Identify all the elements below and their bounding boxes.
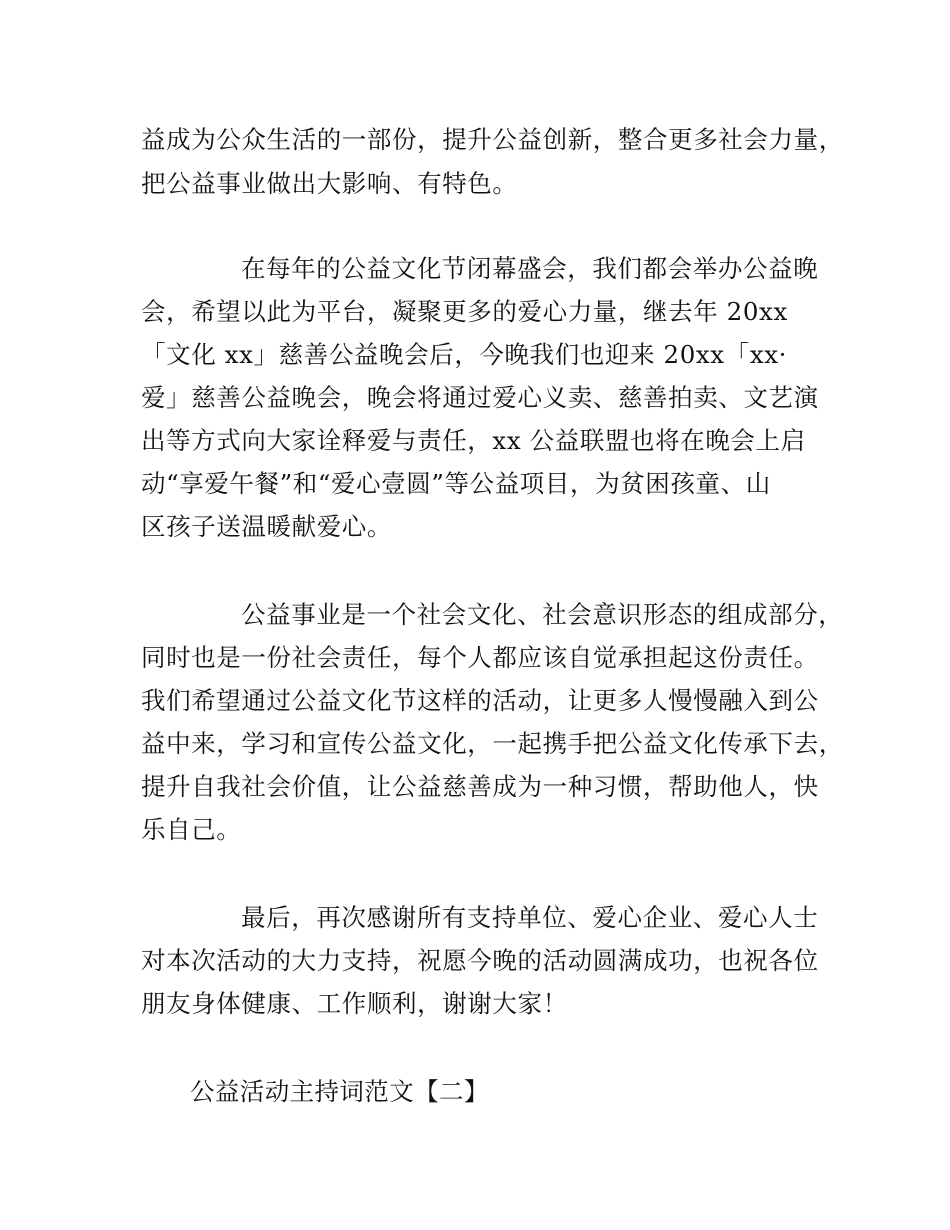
paragraph-3-line-3: 我们希望通过公益文化节这样的活动，让更多人慢慢融入到公 (141, 686, 819, 715)
paragraph-2-line-1: 在每年的公益文化节闭幕盛会，我们都会举办公益晚 (241, 254, 819, 283)
section-heading: 公益活动主持词范文【二】 (190, 1077, 489, 1106)
paragraph-3-line-4: 益中来，学习和宣传公益文化，一起携手把公益文化传承下去， (141, 729, 844, 758)
paragraph-2-line-6: 动“享爱午餐”和“爱心壹圆”等公益项目，为贫困孩童、山 (141, 469, 771, 498)
paragraph-3-line-5: 提升自我社会价值，让公益慈善成为一种习惯，帮助他人，快 (141, 772, 819, 801)
paragraph-2-line-5: 出等方式向大家诠释爱与责任，xx 公益联盟也将在晚会上启 (141, 426, 806, 455)
paragraph-4-line-3: 朋友身体健康、工作顺利，谢谢大家！ (141, 989, 568, 1018)
paragraph-4-line-1: 最后，再次感谢所有支持单位、爱心企业、爱心人士 (241, 903, 819, 932)
paragraph-2-line-2: 会，希望以此为平台，凝聚更多的爱心力量，继去年 20xx (141, 297, 788, 326)
paragraph-2-line-4: 爱」慈善公益晚会，晚会将通过爱心义卖、慈善拍卖、文艺演 (141, 383, 819, 412)
paragraph-3-line-2: 同时也是一份社会责任，每个人都应该自觉承担起这份责任。 (141, 643, 819, 672)
paragraph-1-line-1: 益成为公众生活的一部份，提升公益创新，整合更多社会力量， (141, 125, 844, 154)
paragraph-1-line-2: 把公益事业做出大影响、有特色。 (141, 169, 518, 198)
paragraph-2-line-7: 区孩子送温暖献爱心。 (141, 512, 392, 541)
paragraph-4-line-2: 对本次活动的大力支持，祝愿今晚的活动圆满成功，也祝各位 (141, 946, 819, 975)
paragraph-3-line-6: 乐自己。 (141, 815, 242, 844)
paragraph-3-line-1: 公益事业是一个社会文化、社会意识形态的组成部分， (241, 600, 844, 629)
paragraph-2-line-3: 「文化 xx」慈善公益晚会后，今晚我们也迎来 20xx「xx· (141, 340, 788, 369)
